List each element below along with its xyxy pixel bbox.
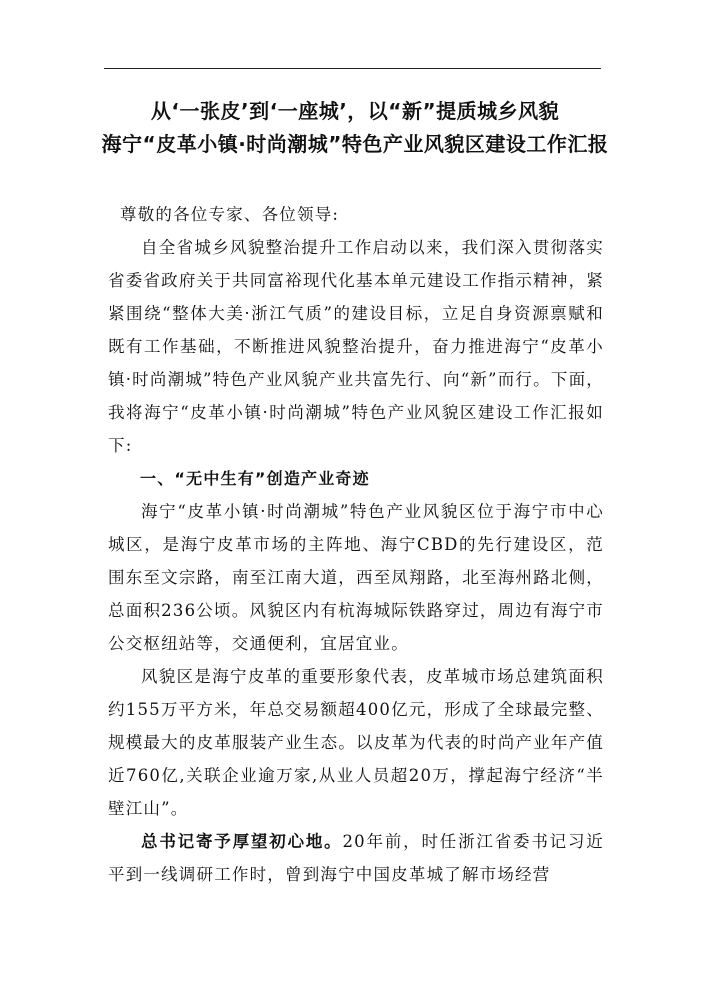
history-paragraph — [108, 825, 604, 891]
document-title-line-2: 海宁“皮革小镇·时尚潮城”特色产业风貌区建设工作汇报 — [101, 132, 609, 156]
history-lead-text: 总书记寄予厚望初心地。 — [141, 832, 343, 851]
location-paragraph: 海宁“皮革小镇·时尚潮城”特色产业风貌区位于海宁市中心城区，是海宁皮革市场的主阵地、海宁CBD的先行建设区，范围东至文宗路，南至江南大道，西至凤翔路，北至海州路北侧，总面积236公顷。风貌区内有杭海城际铁路穿过，周边有海宁市公交枢纽站等，交通便利，宜居宜业。 — [108, 502, 604, 653]
header-rule — [104, 68, 601, 69]
document-title-line-1: 从‘一张皮’到‘一座城’，以“新”提质城乡风貌 — [150, 99, 560, 123]
intro-paragraph: 自全省城乡风貌整治提升工作启动以来，我们深入贯彻落实省委省政府关于共同富裕现代化基本单元建设工作指示精神，紧紧围绕“整体大美·浙江气质”的建设目标，立足自身资源禀赋和既有工作基础，不断推进风貌整治提升，奋力推进海宁“皮革小镇·时尚潮城”特色产业风貌产业共富先行、向“新”而行。下面，我将海宁“皮革小镇·时尚潮城”特色产业风貌区建设工作汇报如下: — [108, 238, 604, 455]
section-1-heading: 一、“无中生有”创造产业奇迹 — [140, 469, 370, 488]
industry-paragraph: 风貌区是海宁皮革的重要形象代表，皮革城市场总建筑面积约155万平方米，年总交易额超400亿元，形成了全球最完整、规模最大的皮革服装产业生态。以皮革为代表的时尚产业年产值近760亿,关联企业逾万家,从业人员超20万，撑起海宁经济“半壁江山”。 — [108, 667, 604, 818]
history-body-text: 20年前，时任浙江省委书记习近平到一线调研工作时，曾到海宁中国皮革城了解市场经营 — [108, 832, 604, 884]
document-body — [108, 198, 604, 891]
salutation: 尊敬的各位专家、各位领导: — [120, 205, 340, 224]
